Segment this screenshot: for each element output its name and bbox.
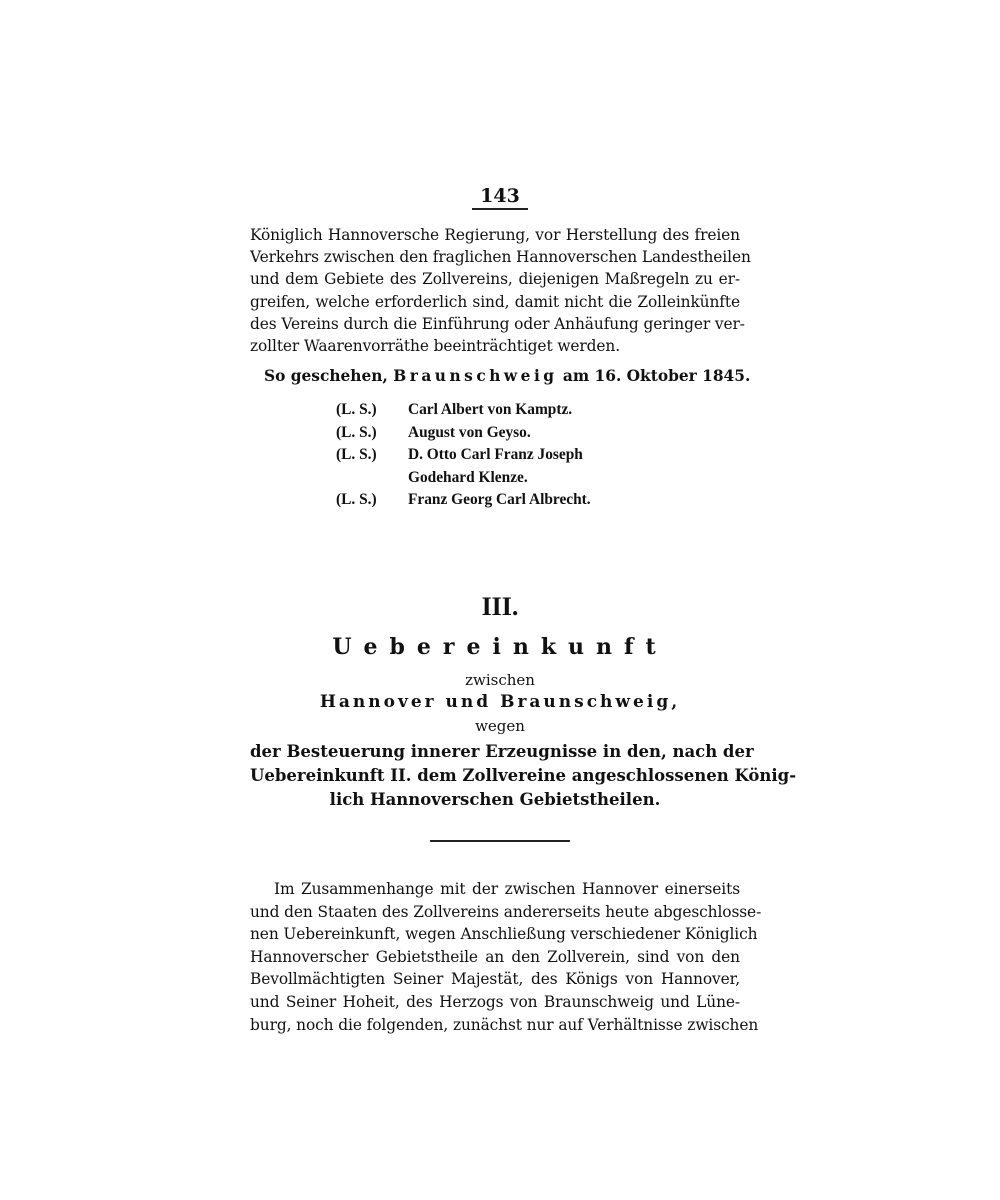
seal-mark: (L. S.) (336, 446, 377, 463)
separator-rule (430, 840, 570, 842)
text-line: burg, noch die folgenden, zunächst nur auf Verhältnisse zwischen (250, 1015, 759, 1034)
title-subject (250, 740, 797, 812)
dated-line (264, 367, 750, 385)
signatory-name-continued: Godehard Klenze. (408, 468, 528, 486)
document-title: Uebereinkunft (332, 634, 668, 660)
text-line: nen Uebereinkunft, wegen Anschließung verschiedener Königlich (250, 925, 758, 944)
text-line: und Seiner Hoheit, des Herzogs von Braunschweig und Lüne- (250, 992, 740, 1011)
paragraph-continuation (250, 224, 751, 357)
text-line: des Vereins durch die Einführung oder Anhäufung geringer ver- (250, 314, 745, 333)
signature-block (336, 400, 591, 513)
page-number: 143 (480, 185, 520, 207)
seal-mark: (L. S.) (336, 401, 377, 418)
signatory-name: August von Geyso. (408, 423, 531, 441)
text-line: und den Staaten des Zollvereins andererseits heute abgeschlosse- (250, 902, 762, 921)
text-line: Hannoverscher Gebietstheile an den Zollverein, sind von den (250, 947, 740, 966)
signature-row (336, 468, 591, 491)
subject-line: Uebereinkunft II. dem Zollvereine angeschlossenen König- (250, 766, 797, 785)
text-line: greifen, welche erforderlich sind, damit nicht die Zolleinkünfte (250, 292, 740, 311)
signature-row (336, 445, 591, 468)
section-number: III. (481, 592, 519, 621)
seal-mark: (L. S.) (336, 491, 377, 508)
signatory-name: D. Otto Carl Franz Joseph (408, 446, 583, 463)
signature-row (336, 490, 591, 513)
text-line: Königlich Hannoversche Regierung, vor Herstellung des freien (250, 226, 740, 244)
text-line: und dem Gebiete des Zollvereins, diejenigen Maßregeln zu er- (250, 270, 740, 289)
title-regarding: wegen (475, 717, 525, 735)
title-parties: Hannover und Braunschweig, (319, 692, 681, 712)
text-line: Im Zusammenhange mit der zwischen Hannover einerseits (274, 880, 740, 898)
signature-row (336, 423, 591, 446)
subject-line: der Besteuerung innerer Erzeugnisse in den, nach der (250, 742, 754, 761)
dated-prefix: So geschehen, (264, 367, 394, 385)
signature-row (336, 400, 591, 423)
subject-line: lich Hannoverschen Gebietstheilen. (329, 790, 661, 809)
title-between: zwischen (465, 671, 535, 689)
paragraph-intro (250, 878, 762, 1036)
text-line: Bevollmächtigten Seiner Majestät, des Königs von Hannover, (250, 970, 740, 989)
text-line: Verkehrs zwischen den fraglichen Hannoverschen Landestheilen (250, 248, 751, 267)
signatory-name: Carl Albert von Kamptz. (408, 401, 573, 418)
text-line: zollter Waarenvorräthe beeinträchtiget werden. (250, 337, 621, 356)
dated-suffix: am 16. Oktober 1845. (557, 367, 751, 385)
signatory-name: Franz Georg Carl Albrecht. (408, 491, 591, 508)
dated-city: Braunschweig (393, 367, 558, 385)
seal-mark: (L. S.) (336, 423, 377, 441)
header-rule (472, 208, 528, 210)
